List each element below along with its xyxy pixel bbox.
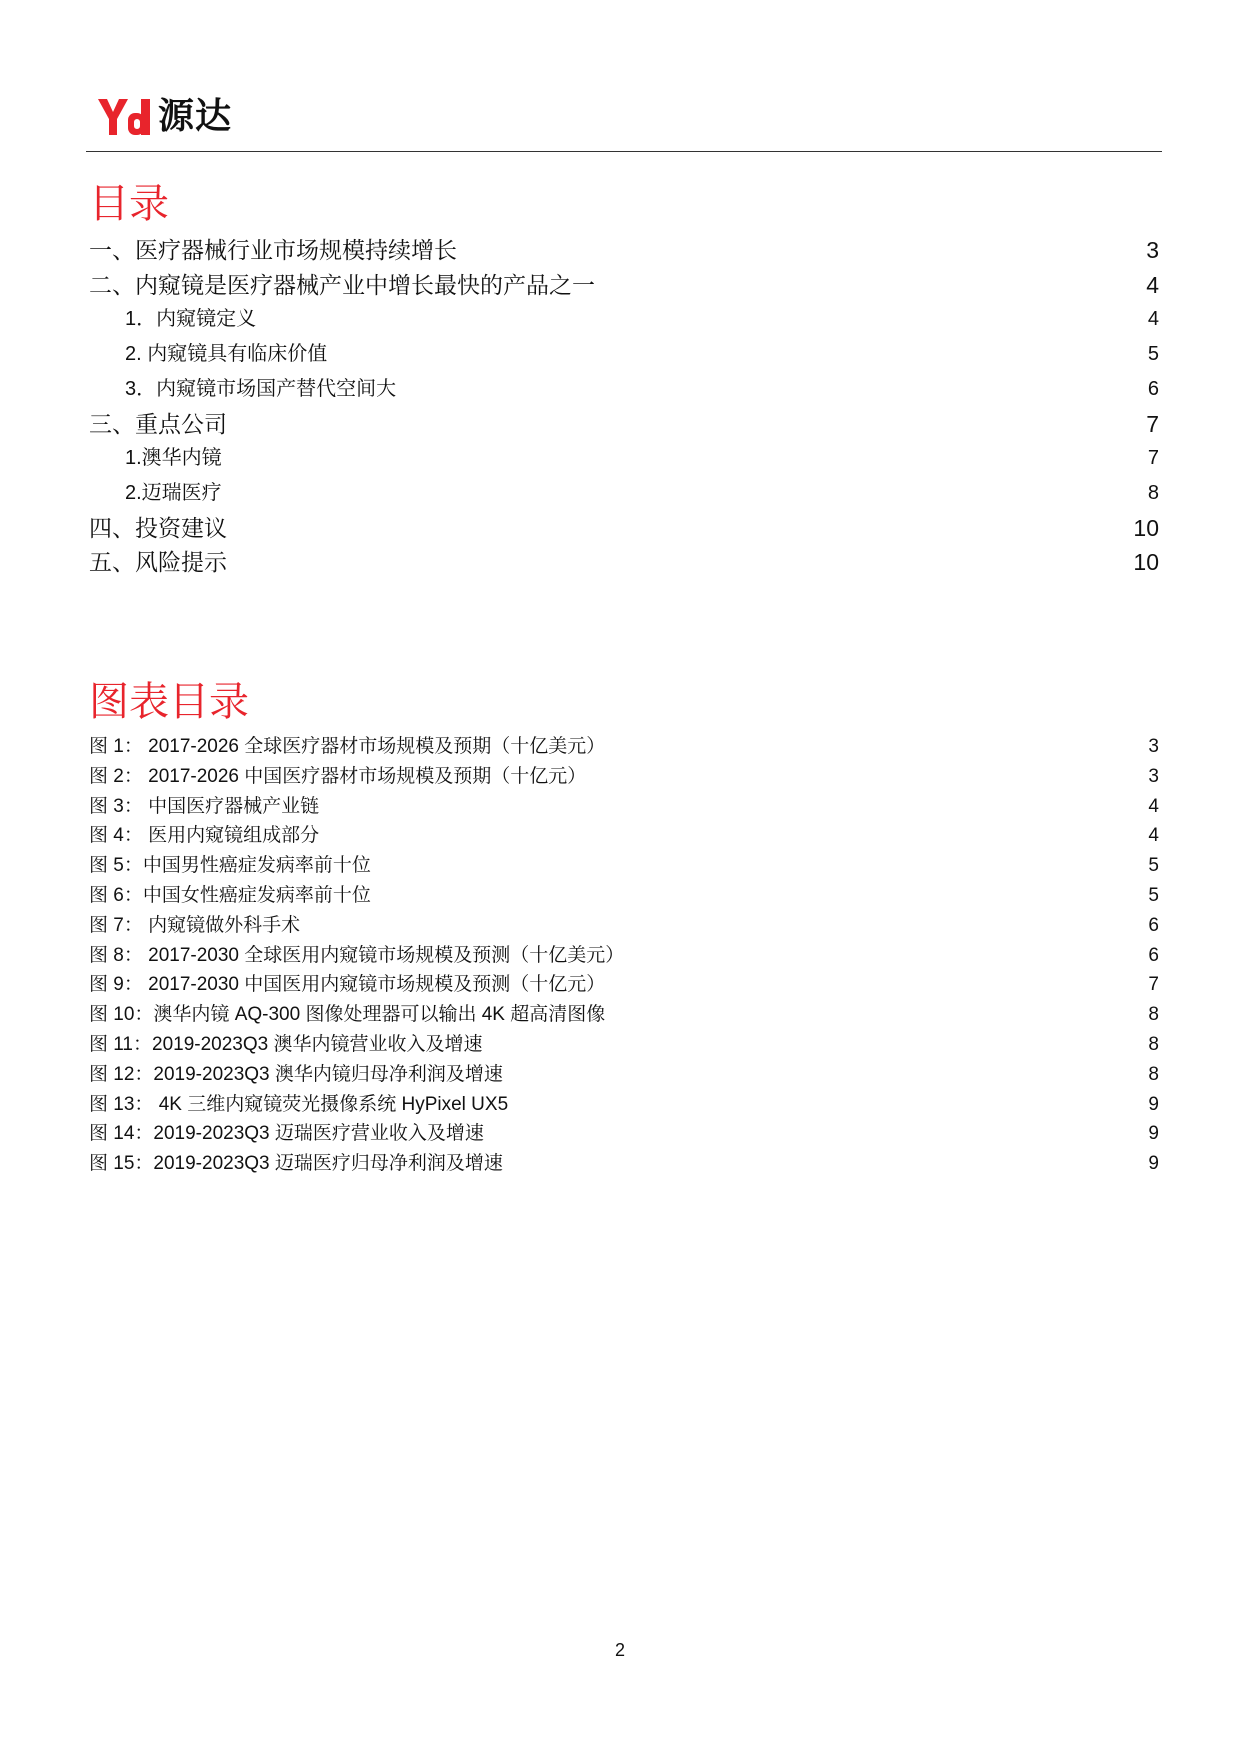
figure-item-label: 图 5：中国男性癌症发病率前十位 — [89, 855, 371, 877]
toc-item[interactable] — [89, 233, 1159, 267]
toc-item-page: 4 — [1146, 271, 1159, 298]
figure-item[interactable] — [89, 881, 1159, 911]
toc-item-label: 1.澳华内镜 — [125, 447, 222, 470]
toc-title: 目录 — [89, 182, 169, 226]
toc-item-page: 3 — [1146, 237, 1159, 263]
figure-item-page: 9 — [1148, 1093, 1159, 1115]
toc-item[interactable] — [89, 511, 1159, 545]
page-number: 2 — [614, 1640, 625, 1660]
toc-item-page: 5 — [1147, 343, 1159, 366]
figure-item[interactable] — [89, 970, 1159, 1000]
figure-item-page: 4 — [1148, 795, 1159, 817]
toc-item-label: 1．内窥镜定义 — [125, 308, 257, 331]
toc-item-label: 五、风险提示 — [89, 549, 227, 576]
figure-item-page: 8 — [1148, 1063, 1159, 1085]
figure-item-label: 图 8： 2017-2030 全球医用内窥镜市场规模及预测（十亿美元） — [89, 944, 625, 966]
figure-item-page: 8 — [1148, 1004, 1159, 1026]
figure-item[interactable] — [89, 1060, 1159, 1090]
toc-item-label: 3．内窥镜市场国产替代空间大 — [125, 377, 397, 400]
toc-item-page: 6 — [1147, 377, 1159, 400]
figure-item-page: 8 — [1148, 1034, 1159, 1055]
toc-item[interactable] — [89, 476, 1159, 510]
toc-item-page: 7 — [1147, 447, 1159, 470]
figure-item[interactable] — [89, 1149, 1159, 1179]
yd-logo-icon — [98, 99, 152, 135]
figure-item-page: 6 — [1148, 914, 1159, 936]
figure-item-page: 5 — [1148, 855, 1159, 877]
figure-item[interactable] — [89, 821, 1159, 851]
figure-item-label: 图 9： 2017-2030 中国医用内窥镜市场规模及预测（十亿元） — [89, 974, 606, 996]
toc-item[interactable] — [89, 268, 1159, 302]
figure-item[interactable] — [89, 1030, 1159, 1060]
toc-item-label: 2. 内窥镜具有临床价值 — [125, 343, 328, 366]
figure-item-label: 图 11：2019-2023Q3 澳华内镜营业收入及增速 — [89, 1034, 483, 1055]
figures-title: 图表目录 — [89, 680, 249, 724]
toc-item-page: 4 — [1147, 308, 1159, 331]
toc-item[interactable] — [89, 337, 1159, 371]
toc-item[interactable] — [89, 372, 1159, 406]
toc-item-page: 7 — [1146, 410, 1159, 437]
figure-item-page: 3 — [1148, 765, 1159, 787]
toc-item-page: 10 — [1133, 514, 1159, 541]
figure-item[interactable] — [89, 941, 1159, 971]
toc-item-label: 三、重点公司 — [89, 410, 227, 437]
page-header — [86, 95, 1162, 152]
figure-item-page: 9 — [1148, 1123, 1159, 1145]
toc-item-label: 一、医疗器械行业市场规模持续增长 — [89, 237, 457, 263]
figure-item-label: 图 7： 内窥镜做外科手术 — [89, 914, 301, 936]
figure-item-page: 3 — [1148, 736, 1159, 757]
figure-item[interactable] — [89, 762, 1159, 792]
figure-item[interactable] — [89, 1000, 1159, 1030]
figure-item[interactable] — [89, 1119, 1159, 1149]
figure-item[interactable] — [89, 1090, 1159, 1120]
brand-logo — [98, 95, 232, 139]
toc-item[interactable] — [89, 407, 1159, 441]
figure-item-label: 图 12：2019-2023Q3 澳华内镜归母净利润及增速 — [89, 1063, 503, 1085]
figure-item-label: 图 2： 2017-2026 中国医疗器材市场规模及预期（十亿元） — [89, 765, 587, 787]
figure-item-label: 图 14：2019-2023Q3 迈瑞医疗营业收入及增速 — [89, 1123, 484, 1145]
toc-item-label: 二、内窥镜是医疗器械产业中增长最快的产品之一 — [89, 271, 595, 298]
toc-item-page: 10 — [1133, 549, 1159, 576]
figure-item[interactable] — [89, 792, 1159, 822]
figure-item-page: 5 — [1148, 885, 1159, 906]
toc-item-label: 四、投资建议 — [89, 514, 227, 541]
toc-item[interactable] — [89, 441, 1159, 475]
toc-item[interactable] — [89, 302, 1159, 336]
figure-item-label: 图 4： 医用内窥镜组成部分 — [89, 825, 320, 847]
figure-item-label: 图 1： 2017-2026 全球医疗器材市场规模及预期（十亿美元） — [89, 736, 606, 757]
figure-item-page: 7 — [1148, 974, 1159, 996]
figure-item-label: 图 15：2019-2023Q3 迈瑞医疗归母净利润及增速 — [89, 1153, 503, 1175]
toc-item-label: 2.迈瑞医疗 — [125, 481, 222, 504]
toc-item[interactable] — [89, 545, 1159, 579]
figure-item-page: 6 — [1148, 944, 1159, 966]
figure-item[interactable] — [89, 732, 1159, 762]
figure-item[interactable] — [89, 851, 1159, 881]
figure-item[interactable] — [89, 911, 1159, 941]
figure-item-label: 图 6：中国女性癌症发病率前十位 — [89, 885, 371, 906]
figure-item-label: 图 10：澳华内镜 AQ-300 图像处理器可以输出 4K 超高清图像 — [89, 1004, 606, 1026]
figure-item-page: 9 — [1148, 1153, 1159, 1175]
brand-name: 源达 — [158, 96, 233, 137]
toc-item-page: 8 — [1147, 481, 1159, 504]
figure-item-label: 图 3： 中国医疗器械产业链 — [89, 795, 320, 817]
figure-item-page: 4 — [1148, 825, 1159, 847]
figure-item-label: 图 13： 4K 三维内窥镜荧光摄像系统 HyPixel UX5 — [89, 1093, 509, 1115]
